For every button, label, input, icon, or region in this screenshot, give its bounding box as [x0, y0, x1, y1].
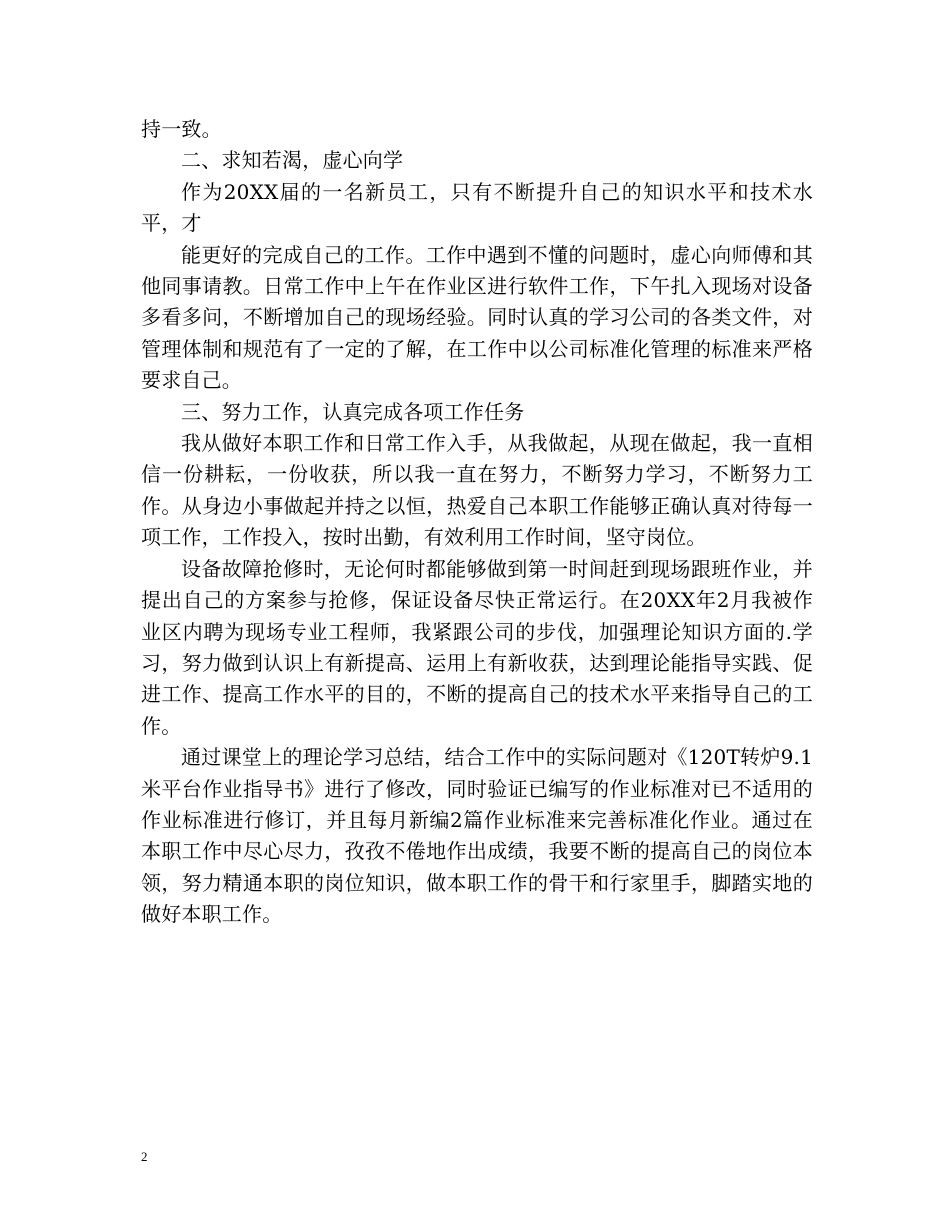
section-heading-3: 三、努力工作，认真完成各项工作任务 [181, 399, 525, 424]
paragraph-standards: 通过课堂上的理论学习总结，结合工作中的实际问题对《120T转炉9.1米平台作业指导书》进行了修改，同时验证已编写的作业标准对已不适用的作业标准进行修订，并且每月新编2篇作业标准来完善标准化作业。通过在本职工作中尽心尽力，孜孜不倦地作出成绩，我要不断的提高自己的岗位本领，努力精通本职的岗位知识，做本职工作的骨干和行家里手，脚踏实地的做好本职工作。 [141, 745, 813, 927]
paragraph-new-employee: 作为20XX届的一名新员工，只有不断提升自己的知识水平和技术水平，才 [141, 179, 813, 236]
paragraph-learning: 能更好的完成自己的工作。工作中遇到不懂的问题时，虚心向师傅和其他同事请教。日常工作中上午在作业区进行软件工作，下午扎入现场对设备多看多问，不断增加自己的现场经验。同时认真的学习公司的各类文件，对管理体制和规范有了一定的了解，在工作中以公司标准化管理的标准来严格要求自己。 [141, 242, 813, 393]
paragraph-daily-work: 我从做好本职工作和日常工作入手，从我做起，从现在做起，我一直相信一份耕耘，一份收获，所以我一直在努力，不断努力学习，不断努力工作。从身边小事做起并持之以恒，热爱自己本职工作能够正确认真对待每一项工作，工作投入，按时出勤，有效利用工作时间，坚守岗位。 [141, 431, 813, 550]
section-heading-2: 二、求知若渴，虚心向学 [181, 148, 404, 173]
paragraph-continuation: 持一致。 [141, 117, 222, 141]
document-body [141, 114, 813, 931]
page-number: 2 [141, 1149, 148, 1164]
paragraph-repair: 设备故障抢修时，无论何时都能够做到第一时间赶到现场跟班作业，并提出自己的方案参与抢修，保证设备尽快正常运行。在20XX年2月我被作业区内聘为现场专业工程师，我紧跟公司的步伐，加强理论知识方面的.学习，努力做到认识上有新提高、运用上有新收获，达到理论能指导实践、促进工作、提高工作水平的目的，不断的提高自己的技术水平来指导自己的工作。 [141, 556, 813, 738]
